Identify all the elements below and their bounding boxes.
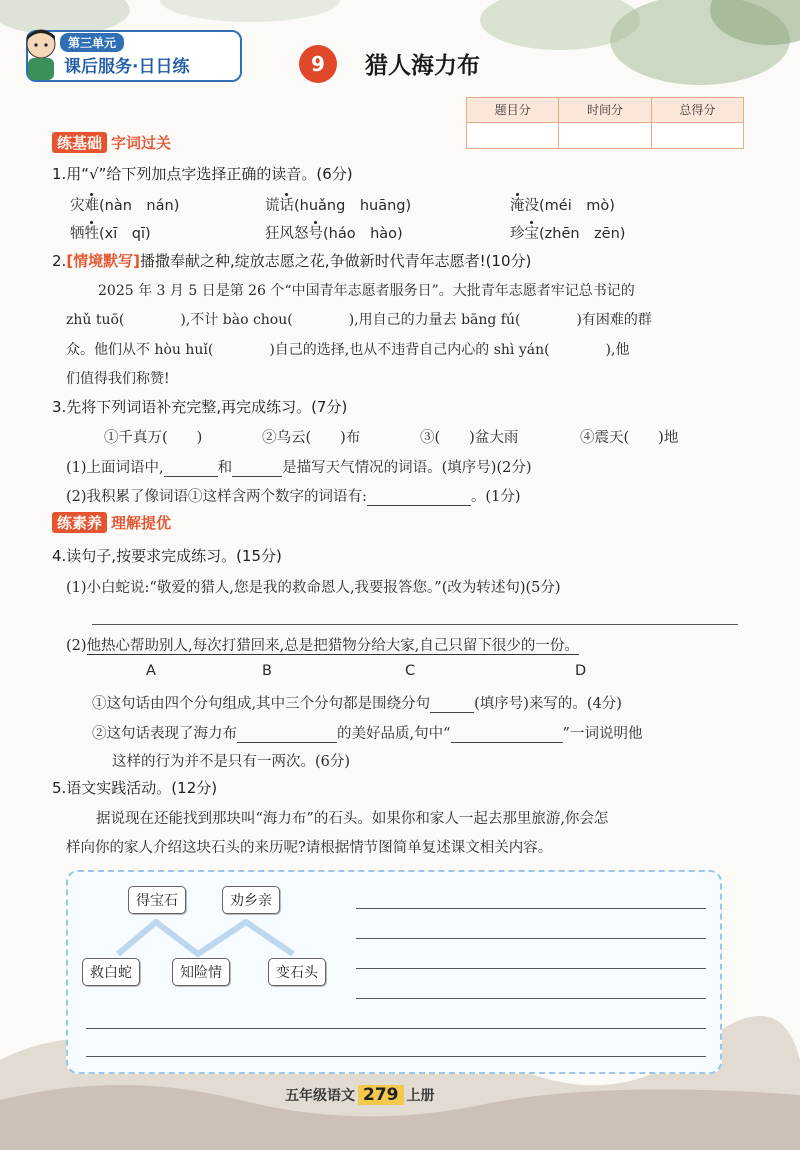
lesson-title: 猎人海力布 — [365, 53, 480, 79]
score-header-question: 题目分 — [467, 98, 559, 123]
q4-blank-3[interactable] — [451, 726, 563, 743]
q3-sub1-text: (1)上面词语中, — [66, 460, 164, 476]
q3-blank-3[interactable] — [367, 489, 471, 506]
q3-sub2-text: (2)我积累了像词语①这样含两个数字的词语有: — [66, 489, 367, 505]
dotted-char: 号 — [308, 226, 323, 242]
q4-item1-tail: (填序号)来写的。(4分) — [474, 696, 622, 712]
q4-sub1: (1)小白蛇说:“敬爱的猎人,您是我的救命恩人,我要报答您。”(改为转述句)(5分) — [66, 580, 561, 596]
word-part: 谎 — [265, 198, 280, 214]
q4-item1 — [92, 692, 622, 713]
answer-line-4[interactable] — [356, 998, 706, 999]
dotted-char: 宝 — [524, 226, 539, 242]
section-tag-pill: 练素养 — [52, 512, 107, 533]
word-part: 狂风怒 — [265, 226, 309, 242]
q4-item2 — [92, 722, 642, 743]
q4-item1-text: ①这句话由四个分句组成,其中三个分句都是围绕分句 — [92, 696, 431, 712]
q4-blank-1[interactable] — [430, 696, 474, 713]
section-tag-literacy — [52, 512, 171, 533]
q3-prompt: 3.先将下列词语补充完整,再完成练习。(7分) — [52, 398, 348, 416]
dotted-char: 淹 — [510, 198, 525, 214]
q1-item-3[interactable] — [510, 194, 615, 215]
page-number: 279 — [358, 1085, 404, 1105]
footer-grade: 五年级语文 — [285, 1088, 355, 1104]
q4-blank-2[interactable] — [237, 726, 337, 743]
plot-node-turn-stone: 变石头 — [268, 958, 326, 986]
clause-label-c: C — [405, 663, 416, 679]
q4-sub2 — [66, 634, 579, 655]
q2-line-4: 们值得我们称赞! — [66, 371, 170, 387]
q1-prompt: 1.用“√”给下列加点字选择正确的读音。(6分) — [52, 165, 353, 183]
pinyin-options: (háo hào) — [323, 226, 403, 242]
section-tag-pill: 练基础 — [52, 132, 107, 153]
q4-answer-line[interactable] — [92, 624, 738, 625]
clause-d: 自己只留下很少的一份。 — [419, 638, 579, 654]
section-subtitle: 理解提优 — [111, 514, 172, 532]
lesson-number: 9 — [299, 45, 337, 83]
footer-volume: 上册 — [406, 1088, 435, 1104]
pinyin-options: (nàn nán) — [99, 198, 180, 214]
pinyin-options: (méi mò) — [539, 198, 615, 214]
q3-sub2-tail: 。(1分) — [470, 489, 521, 505]
clause-b: 每次打猎回来, — [192, 638, 285, 654]
q5-para-1: 据说现在还能找到那块叫“海力布”的石头。如果你和家人一起去那里旅游,你会怎 — [96, 811, 609, 827]
q2-prompt — [52, 250, 531, 271]
q2-line-1: 2025 年 3 月 5 日是第 26 个“中国青年志愿者服务日”。大批青年志愿者牢记总书记的 — [98, 283, 635, 299]
q4-item2-cont: 这样的行为并不是只有一两次。(6分) — [112, 754, 351, 770]
pinyin-options: (xī qī) — [99, 226, 151, 242]
q2-number: 2. — [52, 252, 67, 270]
pinyin-options: (zhēn zēn) — [539, 226, 626, 242]
q4-item2-tail: ”一词说明他 — [562, 726, 643, 742]
plot-node-save-snake: 救白蛇 — [82, 958, 140, 986]
q4-item2-mid: 的美好品质,句中“ — [337, 726, 451, 742]
series-label: 课后服务·日日练 — [64, 57, 190, 77]
answer-line-1[interactable] — [356, 908, 706, 909]
q3-blank-2[interactable] — [232, 460, 282, 477]
unit-label: 第三单元 — [60, 33, 124, 52]
q2-line-2[interactable]: zhǔ tuō( ),不计 bào chou( ),用自己的力量去 bāng fú( )有困难的群 — [66, 312, 652, 328]
q1-item-4[interactable] — [70, 222, 151, 243]
pinyin-options: (huǎng huāng) — [294, 198, 412, 214]
dotted-char: 话 — [279, 198, 294, 214]
page-footer — [285, 1085, 435, 1105]
q2-prompt-text: 播撒奉献之种,绽放志愿之花,争做新时代青年志愿者!(10分) — [140, 252, 532, 270]
q1-item-1[interactable] — [70, 194, 179, 215]
score-table — [466, 97, 744, 149]
dotted-char: 难 — [84, 198, 99, 214]
q3-sub2 — [66, 485, 520, 506]
score-cell-question[interactable] — [467, 123, 559, 148]
word-part: 牺 — [70, 226, 85, 242]
q4-prompt: 4.读句子,按要求完成练习。(15分) — [52, 547, 282, 565]
q4-item2-text: ②这句话表现了海力布 — [92, 726, 237, 742]
plot-node-get-gem: 得宝石 — [128, 886, 186, 914]
plot-node-know-danger: 知险情 — [172, 958, 230, 986]
q3-word-4[interactable]: ④震天( )地 — [580, 430, 679, 446]
score-cell-time[interactable] — [559, 123, 651, 148]
q3-blank-1[interactable] — [164, 460, 218, 477]
score-header-time: 时间分 — [559, 98, 651, 123]
word-part: 珍 — [510, 226, 525, 242]
q3-sub1-tail: 是描写天气情况的词语。(填序号)(2分) — [282, 460, 532, 476]
answer-line-5[interactable] — [86, 1028, 706, 1029]
score-cell-total[interactable] — [652, 123, 743, 148]
word-part: 灾 — [70, 198, 85, 214]
clause-label-b: B — [262, 663, 272, 679]
q3-sub1-and: 和 — [217, 460, 233, 476]
plot-node-persuade: 劝乡亲 — [222, 886, 280, 914]
clause-label-d: D — [575, 663, 587, 679]
student-icon — [20, 26, 62, 82]
q5-para-2: 样向你的家人介绍这块石头的来历呢?请根据情节图简单复述课文相关内容。 — [66, 840, 553, 856]
q2-line-3[interactable]: 众。他们从不 hòu huǐ( )自己的选择,也从不违背自己内心的 shì yán( ),他 — [66, 342, 630, 358]
section-subtitle: 字词过关 — [111, 134, 172, 152]
q1-item-2[interactable] — [265, 194, 411, 215]
q3-word-2[interactable]: ②乌云( )布 — [262, 430, 361, 446]
clause-a: 他热心帮助别人, — [86, 638, 193, 654]
q1-item-6[interactable] — [510, 222, 625, 243]
q4-sub2-prefix: (2) — [66, 638, 87, 654]
q3-word-3[interactable]: ③( )盆大雨 — [420, 430, 519, 446]
clause-c: 总是把猎物分给大家, — [284, 638, 420, 654]
dotted-char: 牲 — [84, 226, 99, 242]
q1-item-5[interactable] — [265, 222, 403, 243]
clause-label-a: A — [146, 663, 156, 679]
q5-prompt: 5.语文实践活动。(12分) — [52, 779, 218, 797]
q2-tag: [情境默写] — [66, 252, 141, 270]
answer-line-3[interactable] — [356, 968, 706, 969]
answer-line-6[interactable] — [86, 1056, 706, 1057]
answer-line-2[interactable] — [356, 938, 706, 939]
q3-word-1[interactable]: ①千真万( ) — [104, 430, 203, 446]
word-part: 没 — [524, 198, 539, 214]
score-header-total: 总得分 — [652, 98, 743, 123]
q3-sub1 — [66, 456, 532, 477]
plot-map-box — [66, 870, 722, 1074]
section-tag-basics — [52, 132, 171, 153]
